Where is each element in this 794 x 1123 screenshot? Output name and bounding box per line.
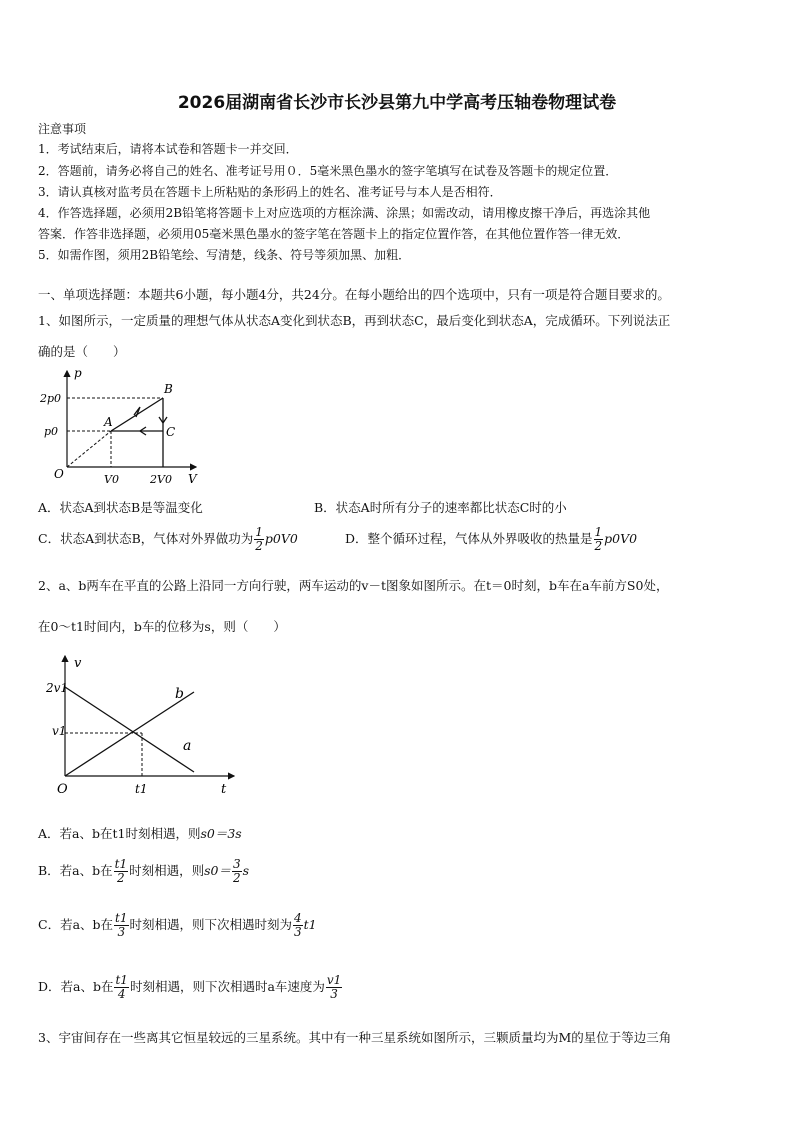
q2-option-a: A．若a、b在t1时刻相遇，则s0＝3s — [38, 826, 242, 841]
notice-item: 2．答题前，请务必将自己的姓名、准考证号用０．5毫米黑色墨水的签字笔填写在试卷及答题卡的规定位置． — [38, 164, 618, 178]
tick-2v1: 2v1 — [46, 681, 69, 695]
tick-p0: p0 — [44, 425, 59, 438]
tick-v0: V0 — [104, 473, 119, 486]
q2-vt-graph — [38, 652, 238, 800]
q1-option-d: D．整个循环过程，气体从外界吸收的热量是 $\frac{1}{2}$ p0V0 — [345, 525, 638, 553]
point-b-label: B — [164, 382, 173, 396]
q2-stem: 2、a、b两车在平直的公路上沿同一方向行驶，两车运动的v－t图象如图所示。在t＝0时刻，b车在a车前方S0处， — [38, 578, 669, 593]
q1-pv-graph — [38, 365, 208, 490]
section-heading: 一、单项选择题：本题共6小题，每小题4分，共24分。在每小题给出的四个选项中，只有一项是符合题目要求的。 — [38, 287, 670, 302]
q2-stem-2: 在0～t1时间内，b车的位移为s，则（ ） — [38, 619, 286, 634]
line-b-label: b — [175, 686, 184, 702]
origin-label: O — [54, 467, 64, 481]
q1-option-a: A．状态A到状态B是等温变化 — [38, 500, 203, 515]
tick-v1: v1 — [52, 724, 67, 738]
point-c-label: C — [166, 425, 176, 439]
q2-option-c: C．若a、b在 $\frac{t1}{3}$ 时刻相遇，则下次相遇时刻为 $\frac{4}{3}$ t1 — [38, 911, 317, 939]
q2-option-b: B．若a、b在 $\frac{t1}{2}$ 时刻相遇，则s0＝ $\frac{3}{2}$ s — [38, 857, 250, 885]
tick-2v0: 2V0 — [150, 473, 172, 486]
notice-item: 3．请认真核对监考员在答题卡上所粘贴的条形码上的姓名、准考证号与本人是否相符． — [38, 185, 502, 199]
page-title: 2026届湖南省长沙市长沙县第九中学高考压轴卷物理试卷 — [177, 93, 617, 113]
q1-stem-2: 确的是（ ） — [38, 344, 126, 359]
origin-label: O — [57, 782, 68, 797]
notice-item: 4．作答选择题，必须用2B铅笔将答题卡上对应选项的方框涂满、涂黑；如需改动，请用橡皮擦干净后，再选涂其他 — [38, 206, 651, 220]
line-a-label: a — [183, 738, 192, 754]
line-b — [65, 692, 194, 776]
p-label: p — [74, 366, 82, 380]
notice-item: 5．如需作图，须用2B铅笔绘、写清楚，线条、符号等须加黑、加粗． — [38, 248, 411, 262]
t-label: t — [221, 782, 227, 797]
q1-option-c: C．状态A到状态B，气体对外界做功为 $\frac{1}{2}$ p0V0 — [38, 525, 298, 553]
q2-option-d: D．若a、b在 $\frac{t1}{4}$ 时刻相遇，则下次相遇时a车速度为 $\frac{v1}{3}$ — [38, 973, 342, 1001]
q1-option-b: B．状态A时所有分子的速率都比状态C时的小 — [314, 500, 567, 515]
v-label: v — [74, 656, 82, 671]
notice-item: 1．考试结束后，请将本试卷和答题卡一并交回． — [38, 142, 298, 156]
v-label: V — [188, 472, 197, 486]
tick-t1: t1 — [135, 782, 148, 796]
q3-stem: 3、宇宙间存在一些离其它恒星较远的三星系统。其中有一种三星系统如图所示，三颗质量均为M的星位于等边三角 — [38, 1030, 672, 1045]
notice-item: 答案．作答非选择题，必须用05毫米黑色墨水的签字笔在答题卡上的指定位置作答，在其他位置作答一律无效． — [38, 227, 630, 241]
tick-2p0: 2p0 — [40, 392, 62, 405]
q1-stem: 1、如图所示，一定质量的理想气体从状态A变化到状态B，再到状态C，最后变化到状态A，完成循环。下列说法正 — [38, 313, 671, 328]
point-a-label: A — [104, 415, 113, 429]
notice-heading: 注意事项 — [38, 122, 87, 136]
